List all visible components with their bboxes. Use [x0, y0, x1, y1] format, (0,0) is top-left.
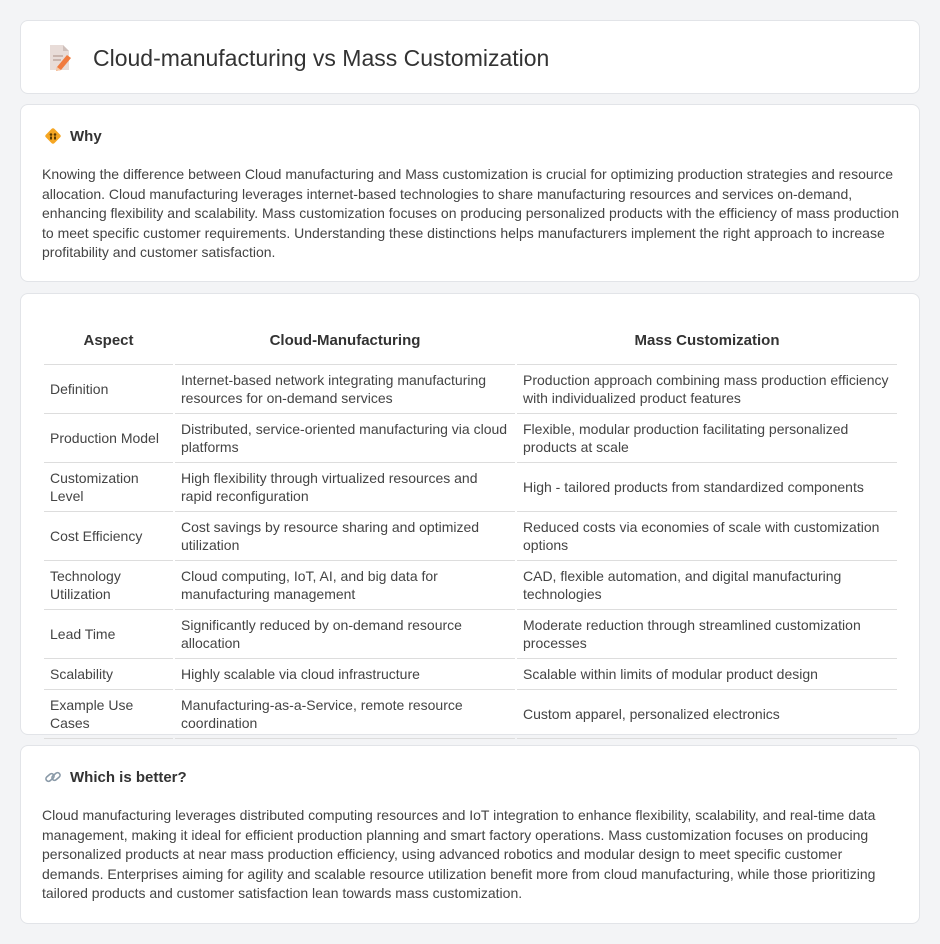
table-row — [44, 659, 897, 690]
better-text: Cloud manufacturing leverages distributed computing resources and IoT integration to enhance flexibility, scalability, and real-time data management, making it ideal for efficient production planning and smart factory operations. Mass customization focuses on producing personalized products at near mass production efficiency, using advanced robotics and modular design to meet specific customer demands. Enterprises aiming for agility and scalable resource utilization benefit more from cloud manufacturing, while those prioritizing tailored products and customer satisfaction lean towards mass customization. — [42, 807, 876, 901]
row-aspect: Definition — [44, 365, 173, 414]
row-mass-value: Reduced costs via economies of scale with customization options — [517, 512, 897, 561]
row-cloud-value: Manufacturing-as-a-Service, remote resource coordination — [175, 690, 515, 739]
row-mass-value: Flexible, modular production facilitating personalized products at scale — [517, 414, 897, 463]
row-cloud-value: Distributed, service-oriented manufacturing via cloud platforms — [175, 414, 515, 463]
row-aspect: Lead Time — [44, 610, 173, 659]
row-cloud-value: Cost savings by resource sharing and optimized utilization — [175, 512, 515, 561]
row-aspect: Customization Level — [44, 463, 173, 512]
table-row — [44, 414, 897, 463]
row-aspect: Example Use Cases — [44, 690, 173, 739]
title-card — [20, 20, 920, 94]
row-cloud-value: Internet-based network integrating manufacturing resources for on-demand services — [175, 365, 515, 414]
table-header-row — [44, 316, 897, 365]
table-row — [44, 690, 897, 739]
table-row — [44, 365, 897, 414]
row-cloud-value: Highly scalable via cloud infrastructure — [175, 659, 515, 690]
row-aspect: Production Model — [44, 414, 173, 463]
table-row — [44, 610, 897, 659]
row-mass-value: Scalable within limits of modular product design — [517, 659, 897, 690]
why-heading — [44, 127, 102, 145]
column-header-mass-customization: Mass Customization — [517, 316, 897, 365]
page-title: Cloud-manufacturing vs Mass Customization — [93, 45, 550, 71]
row-cloud-value: High flexibility through virtualized resources and rapid reconfiguration — [175, 463, 515, 512]
document-pencil-icon — [47, 43, 73, 73]
title-row — [47, 41, 549, 75]
why-text: Knowing the difference between Cloud manufacturing and Mass customization is crucial for optimizing production strategies and resource allocation. Cloud manufacturing leverages internet-based technologies to share manufacturing resources and services on-demand, enhancing flexibility and scalability. Mass customization focuses on producing personalized products with the efficiency of mass production to meet specific customer requirements. Understanding these distinctions helps manufacturers implement the right approach to increase profitability and customer satisfaction. — [42, 166, 900, 260]
which-is-better-section — [20, 745, 920, 924]
row-aspect: Cost Efficiency — [44, 512, 173, 561]
comparison-table — [42, 316, 899, 739]
why-title: Why — [70, 127, 102, 145]
row-aspect: Technology Utilization — [44, 561, 173, 610]
row-cloud-value: Significantly reduced by on-demand resource allocation — [175, 610, 515, 659]
better-heading — [44, 768, 187, 786]
why-section — [20, 104, 920, 282]
row-aspect: Scalability — [44, 659, 173, 690]
row-mass-value: Production approach combining mass production efficiency with individualized product features — [517, 365, 897, 414]
table-row — [44, 561, 897, 610]
row-cloud-value: Cloud computing, IoT, AI, and big data for manufacturing management — [175, 561, 515, 610]
diamond-person-icon — [44, 127, 62, 145]
row-mass-value: High - tailored products from standardized components — [517, 463, 897, 512]
table-row — [44, 463, 897, 512]
row-mass-value: Moderate reduction through streamlined customization processes — [517, 610, 897, 659]
column-header-aspect: Aspect — [44, 316, 173, 365]
comparison-section — [20, 293, 920, 735]
link-icon — [44, 768, 62, 786]
better-title: Which is better? — [70, 768, 187, 786]
row-mass-value: CAD, flexible automation, and digital manufacturing technologies — [517, 561, 897, 610]
table-row — [44, 512, 897, 561]
column-header-cloud-manufacturing: Cloud-Manufacturing — [175, 316, 515, 365]
row-mass-value: Custom apparel, personalized electronics — [517, 690, 897, 739]
